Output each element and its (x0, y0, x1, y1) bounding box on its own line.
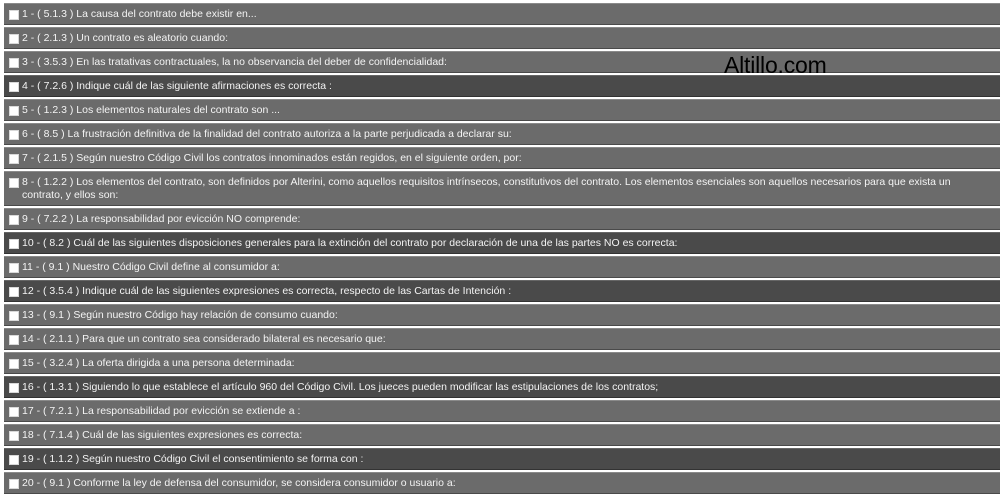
question-text: 15 - ( 3.2.4 ) La oferta dirigida a una persona determinada: (22, 357, 295, 369)
question-row[interactable] (4, 123, 1000, 145)
question-row[interactable] (4, 328, 1000, 350)
question-checkbox[interactable] (9, 287, 19, 297)
question-checkbox[interactable] (9, 263, 19, 273)
question-row[interactable] (4, 400, 1000, 422)
question-row[interactable] (4, 3, 1000, 25)
question-row[interactable] (4, 472, 1000, 494)
question-checkbox[interactable] (9, 178, 19, 188)
watermark-text: Altillo.com (724, 52, 827, 78)
question-text: 4 - ( 7.2.6 ) Indique cuál de las siguiente afirmaciones es correcta : (22, 80, 332, 92)
question-row[interactable] (4, 27, 1000, 49)
question-checkbox[interactable] (9, 455, 19, 465)
question-text: 5 - ( 1.2.3 ) Los elementos naturales del contrato son ... (22, 104, 280, 116)
question-text: 12 - ( 3.5.4 ) Indique cuál de las siguientes expresiones es correcta, respecto de las Cartas de Intención : (22, 285, 512, 297)
question-checkbox[interactable] (9, 383, 19, 393)
question-row[interactable] (4, 51, 1000, 73)
question-row[interactable] (4, 256, 1000, 278)
question-checkbox[interactable] (9, 311, 19, 321)
question-text: 3 - ( 3.5.3 ) En las tratativas contractuales, la no observancia del deber de confidencialidad: (22, 56, 447, 68)
question-text: 6 - ( 8.5 ) La frustración definitiva de la finalidad del contrato autoriza a la parte perjudicada a declarar su: (22, 128, 512, 140)
question-checkbox[interactable] (9, 34, 19, 44)
question-text: 10 - ( 8.2 ) Cuál de las siguientes disposiciones generales para la extinción del contrato por declaración de una de las partes NO es correcta: (22, 237, 678, 249)
question-text: 1 - ( 5.1.3 ) La causa del contrato debe existir en... (22, 8, 257, 20)
question-row[interactable] (4, 304, 1000, 326)
question-checkbox[interactable] (9, 154, 19, 164)
question-row[interactable] (4, 424, 1000, 446)
question-text: 11 - ( 9.1 ) Nuestro Código Civil define al consumidor a: (22, 261, 280, 273)
question-checkbox[interactable] (9, 82, 19, 92)
question-row[interactable] (4, 448, 1000, 470)
question-checkbox[interactable] (9, 335, 19, 345)
question-row[interactable] (4, 280, 1000, 302)
question-text: 14 - ( 2.1.1 ) Para que un contrato sea considerado bilateral es necesario que: (22, 333, 386, 345)
question-text: 18 - ( 7.1.4 ) Cuál de las siguientes expresiones es correcta: (22, 429, 303, 441)
question-text: 9 - ( 7.2.2 ) La responsabilidad por evicción NO comprende: (22, 213, 301, 225)
question-text: 16 - ( 1.3.1 ) Siguiendo lo que establece el artículo 960 del Código Civil. Los jueces pueden modificar las estipulaciones de los contratos; (22, 381, 659, 393)
question-list (4, 3, 1000, 494)
question-checkbox[interactable] (9, 359, 19, 369)
question-row[interactable] (4, 376, 1000, 398)
question-text: 17 - ( 7.2.1 ) La responsabilidad por evicción se extiende a : (22, 405, 301, 417)
question-text: 2 - ( 2.1.3 ) Un contrato es aleatorio cuando: (22, 32, 229, 44)
question-checkbox[interactable] (9, 239, 19, 249)
question-checkbox[interactable] (9, 58, 19, 68)
question-checkbox[interactable] (9, 10, 19, 20)
question-row[interactable] (4, 99, 1000, 121)
question-row[interactable] (4, 232, 1000, 254)
question-text: 19 - ( 1.1.2 ) Según nuestro Código Civil el consentimiento se forma con : (22, 453, 364, 465)
question-text: 8 - ( 1.2.2 ) Los elementos del contrato, son definidos por Alterini, como aquellos requisitos intrínsecos, constitutivos del contrato. Los elementos esenciales son aquellos necesarios para que exista un contrato, y ellos son: (22, 176, 951, 201)
question-text: 20 - ( 9.1 ) Conforme la ley de defensa del consumidor, se considera consumidor o usuario a: (22, 477, 456, 489)
question-text: 7 - ( 2.1.5 ) Según nuestro Código Civil los contratos innominados están regidos, en el siguiente orden, por: (22, 152, 522, 164)
question-row[interactable] (4, 147, 1000, 169)
question-checkbox[interactable] (9, 106, 19, 116)
question-text: 13 - ( 9.1 ) Según nuestro Código hay relación de consumo cuando: (22, 309, 338, 321)
question-checkbox[interactable] (9, 215, 19, 225)
question-checkbox[interactable] (9, 130, 19, 140)
question-row[interactable] (4, 208, 1000, 230)
question-row[interactable] (4, 352, 1000, 374)
question-row[interactable] (4, 75, 1000, 97)
question-checkbox[interactable] (9, 431, 19, 441)
question-row[interactable] (4, 171, 1000, 206)
question-checkbox[interactable] (9, 407, 19, 417)
